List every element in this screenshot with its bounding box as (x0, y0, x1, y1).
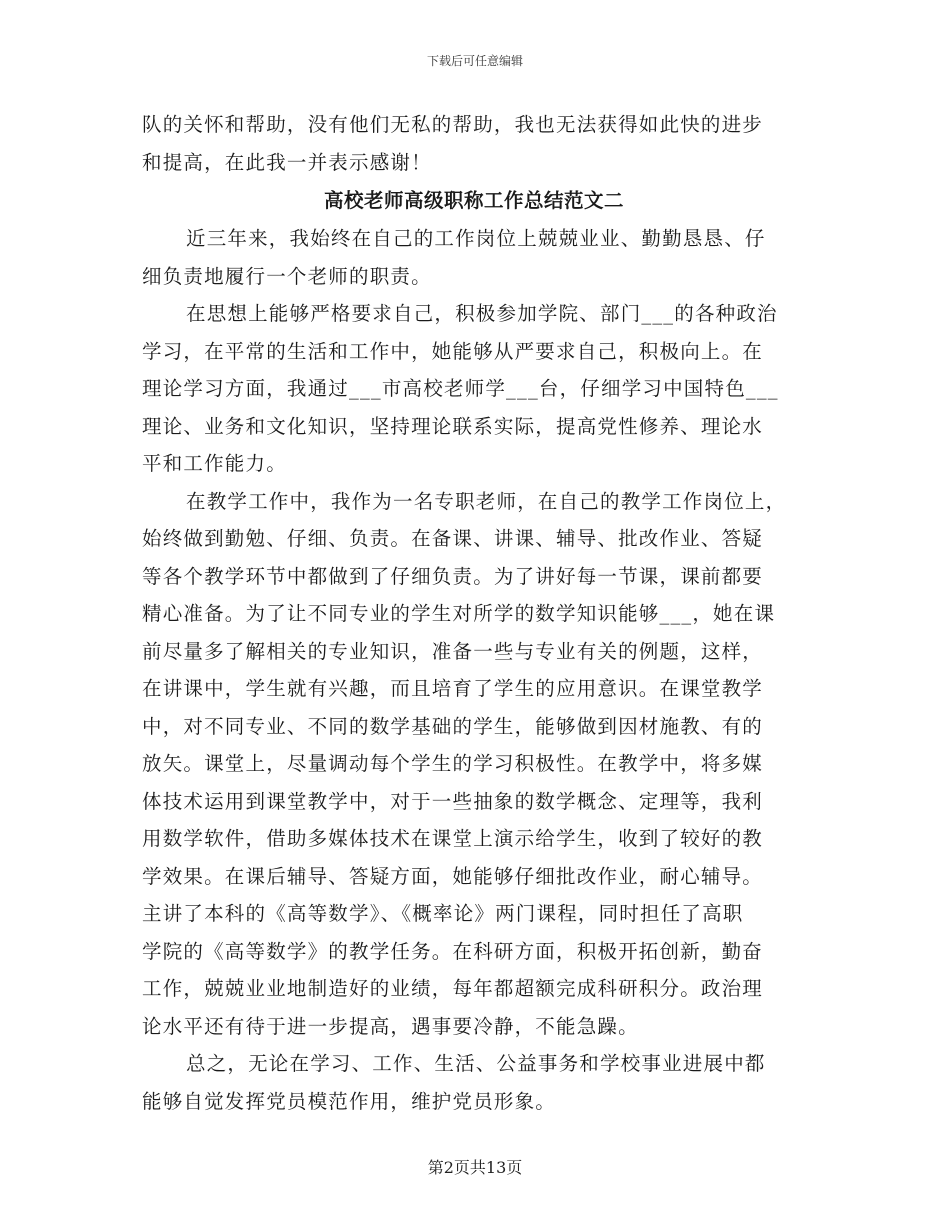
text-line: 等各个教学环节中都做到了仔细负责。为了讲好每一节课，课前都要 (142, 564, 764, 588)
text-line: 学习，在平常的生活和工作中，她能够从严要求自己，积极向上。在 (142, 339, 764, 363)
text-line: 平和工作能力。 (142, 452, 287, 475)
paragraph-first-line: 近三年来，我始终在自己的工作岗位上兢兢业业、勤勤恳恳、仔 (186, 227, 766, 250)
page-header: 下载后可任意编辑 (426, 54, 523, 68)
text-line: 学效果。在课后辅导、答疑方面，她能够仔细批改作业，耐心辅导。 (142, 864, 764, 888)
text-line: 放矢。课堂上，尽量调动每个学生的学习积极性。在教学中，将多媒 (142, 752, 764, 775)
text-line: 学院的《高等数学》的教学任务。在科研方面，积极开拓创新，勤奋 (142, 939, 764, 963)
text-line: 队的关怀和帮助，没有他们无私的帮助，我也无法获得如此快的进步 (142, 113, 764, 136)
paragraph-first-line: 总之，无论在学习、工作、生活、公益事务和学校事业进展中都 (186, 1052, 766, 1075)
text-line: 前尽量多了解相关的专业知识，准备一些与专业有关的例题，这样， (142, 639, 764, 663)
section-title: 高校老师高级职称工作总结范文二 (323, 189, 624, 212)
text-line: 中，对不同专业、不同的数学基础的学生，能够做到因材施教、有的 (142, 714, 764, 738)
text-line: 在讲课中，学生就有兴趣，而且培育了学生的应用意识。在课堂教学 (142, 677, 764, 700)
paragraph-first-line: 在教学工作中，我作为一名专职老师，在自己的教学工作岗位上， (186, 489, 787, 513)
text-line: 精心准备。为了让不同专业的学生对所学的数学知识能够___，她在课 (142, 602, 776, 625)
page-number: 第2页共13页 (427, 1158, 523, 1177)
text-line: 用数学软件，借助多媒体技术在课堂上演示给学生，收到了较好的教 (142, 827, 764, 850)
text-line: 理论学习方面，我通过___市高校老师学___台，仔细学习中国特色___ (142, 377, 779, 400)
text-line: 工作，兢兢业业地制造好的业绩，每年都超额完成科研积分。政治理 (142, 977, 764, 1000)
text-line: 始终做到勤勉、仔细、负责。在备课、讲课、辅导、批改作业、答疑 (142, 527, 764, 550)
text-line: 能够自觉发挥党员模范作用，维护党员形象。 (142, 1089, 557, 1113)
text-line: 理论、业务和文化知识，坚持理论联系实际，提高党性修养、理论水 (142, 414, 764, 438)
document-body (142, 106, 806, 1120)
paragraph-first-line: 在思想上能够严格要求自己，积极参加学院、部门___的各种政治 (186, 302, 778, 325)
text-line: 论水平还有待于进一步提高，遇事要冷静，不能急躁。 (142, 1014, 639, 1038)
text-line: 和提高，在此我一并表示感谢！ (142, 150, 432, 174)
text-line: 细负责地履行一个老师的职责。 (142, 264, 432, 288)
text-line: 主讲了本科的《高等数学》、《概率论》两门课程，同时担任了高职 (142, 902, 744, 925)
text-line: 体技术运用到课堂教学中，对于一些抽象的数学概念、定理等，我利 (142, 789, 764, 813)
